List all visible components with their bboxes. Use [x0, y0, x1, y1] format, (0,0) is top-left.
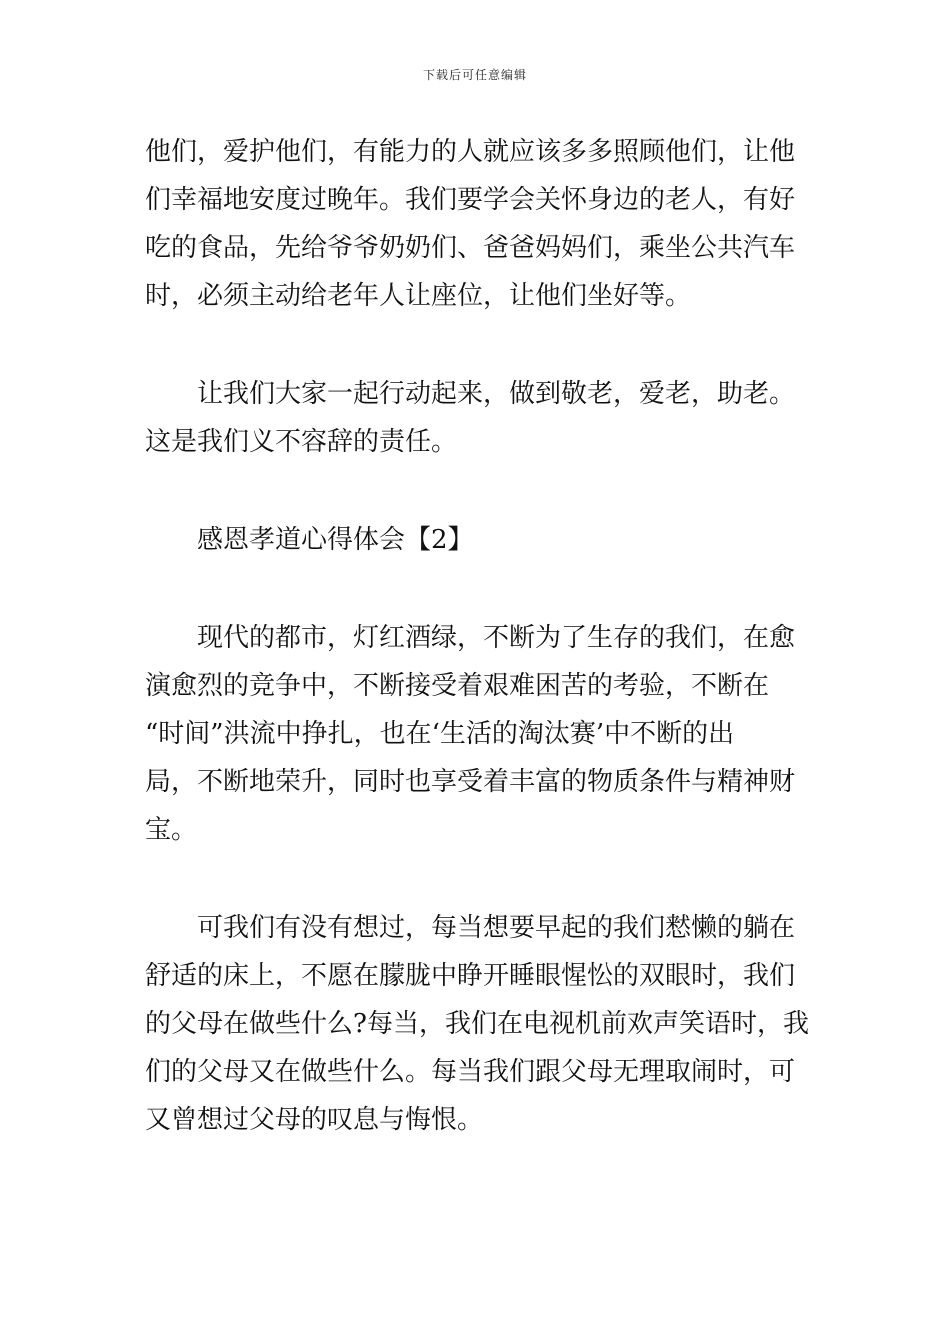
paragraph-1 — [145, 128, 807, 320]
text-line: 这是我们义不容辞的责任。 — [145, 427, 458, 457]
text-line: 他们，爱护他们，有能力的人就应该多多照顾他们，让他 — [145, 137, 796, 167]
text-line: 们的父母又在做些什么。每当我们跟父母无理取闹时，可 — [145, 1057, 796, 1087]
text-line: 局，不断地荣升，同时也享受着丰富的物质条件与精神财 — [145, 767, 796, 797]
page-header: 下载后可任意编辑 — [422, 68, 527, 82]
text-line: 演愈烈的竞争中，不断接受着艰难困苦的考验，不断在 — [145, 671, 770, 701]
text-line: 们幸福地安度过晚年。我们要学会关怀身边的老人，有好 — [145, 185, 796, 215]
text-line: 可我们有没有想过，每当想要早起的我们慭懒的躺在 — [197, 913, 796, 943]
text-line: 让我们大家一起行动起来，做到敬老，爱老，助老。 — [197, 379, 796, 409]
text-line: 现代的都市，灯红酒绿，不断为了生存的我们，在愈 — [197, 623, 796, 653]
text-line: 又曾想过父母的叹息与悔恨。 — [145, 1105, 484, 1135]
paragraph-2 — [145, 370, 807, 466]
document-body — [145, 128, 807, 1144]
text-line: 舒适的床上，不愿在朦胧中睁开睡眼惺忪的双眼时，我们 — [145, 961, 796, 991]
heading-text: 感恩孝道心得体会【2】 — [197, 525, 474, 555]
paragraph-4 — [145, 904, 807, 1144]
text-line: “时间”洪流中挣扎，也在‘生活的淘汰赛’中不断的出 — [145, 719, 735, 749]
text-line: 时，必须主动给老年人让座位，让他们坐好等。 — [145, 281, 692, 311]
paragraph-3 — [145, 614, 807, 854]
section-heading — [145, 516, 807, 564]
text-line: 吃的食品，先给爷爷奶奶们、爸爸妈妈们，乘坐公共汽车 — [145, 233, 796, 263]
text-line: 的父母在做些什么?每当，我们在电视机前欢声笑语时，我 — [145, 1009, 809, 1039]
text-line: 宝。 — [145, 815, 198, 845]
